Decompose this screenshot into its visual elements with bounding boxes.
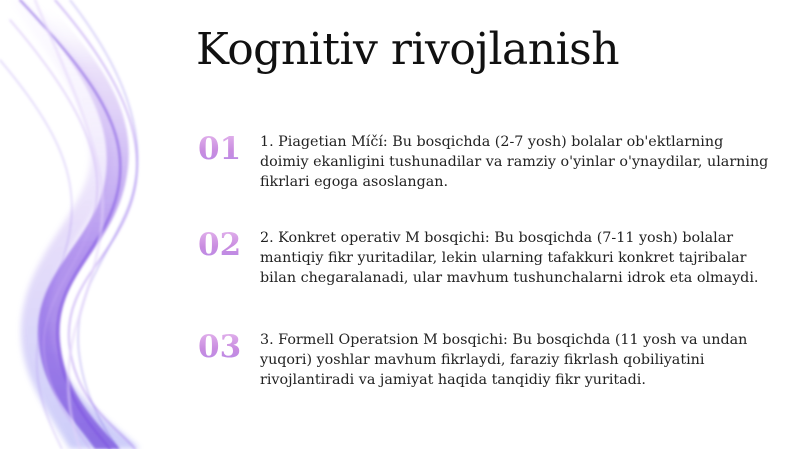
slide-title: Kognitiv rivojlanish — [196, 24, 620, 75]
item-text: 3. Formell Operatsion M bosqichi: Bu bosqichda (11 yosh va undan yuqori) yoshlar mavhum fikrlaydi, faraziy fikrlash qobiliyatini rivojlantiradi va jamiyat haqida tanqidiy fikr yuritadi. — [260, 332, 748, 388]
item-number: 03 — [198, 329, 242, 365]
decorative-wave — [0, 0, 200, 449]
item-text: 2. Konkret operativ M bosqichi: Bu bosqichda (7-11 yosh) bolalar mantiqiy fikr yuritadilar, lekin ularning tafakkuri konkret tajribalar bilan chegaralanadi, ular mavhum tushunchalarni idrok eta olmaydi. — [260, 230, 759, 286]
item-text: 1. Piagetian Míčí: Bu bosqichda (2-7 yosh) bolalar ob'ektlarning doimiy ekanligini tushunadilar va ramziy o'yinlar o'ynaydilar, ularning fikrlari egoga asoslangan. — [260, 134, 769, 190]
item-number: 02 — [198, 227, 242, 263]
item-number: 01 — [198, 131, 242, 167]
